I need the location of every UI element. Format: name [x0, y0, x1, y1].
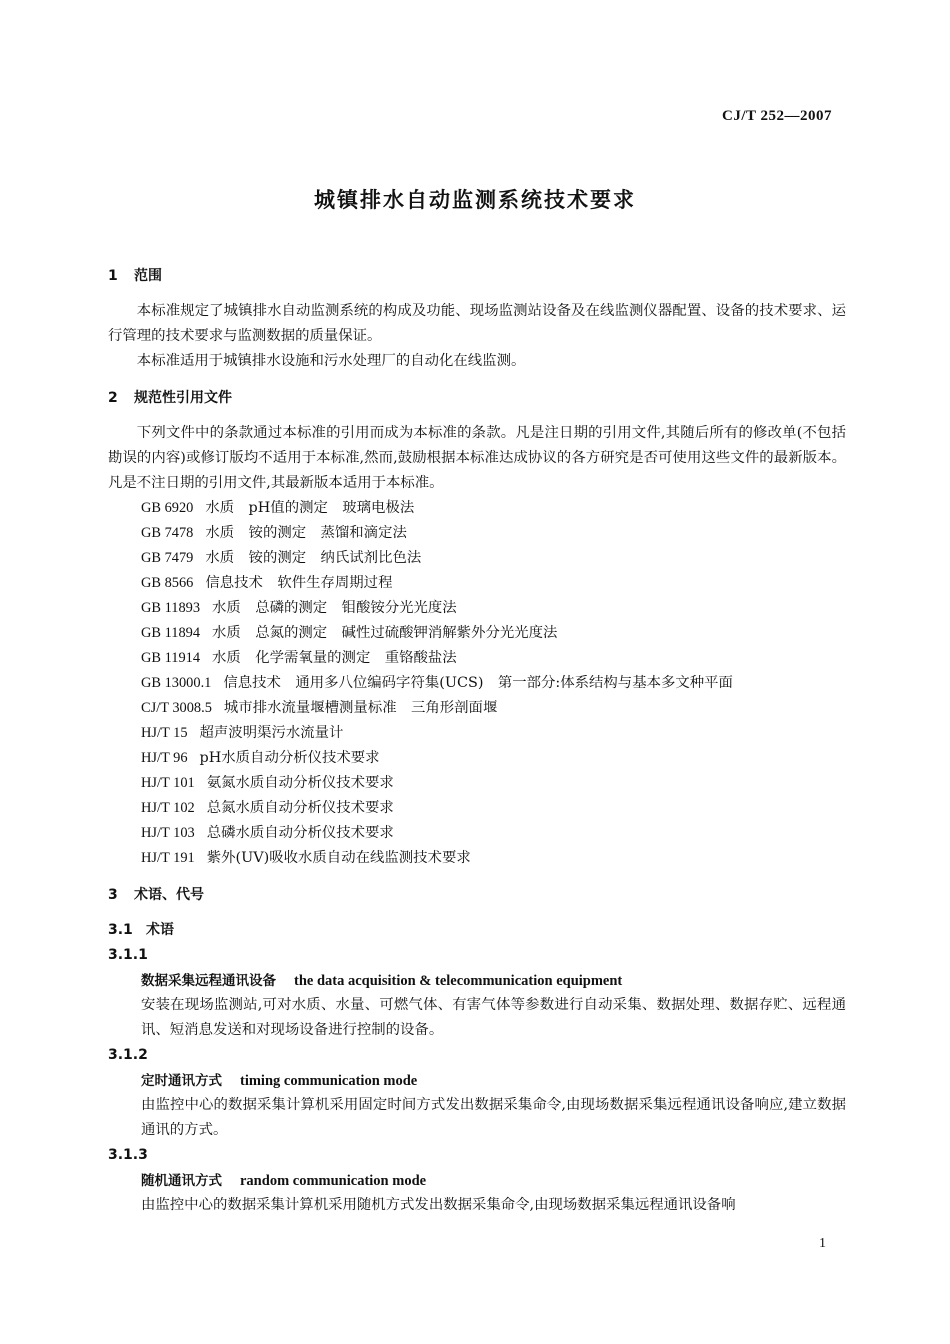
- reference-code: HJ/T 15: [141, 725, 188, 741]
- reference-code: GB 13000.1: [141, 675, 212, 691]
- reference-title: 水质 总氮的测定 碱性过硫酸钾消解紫外分光光度法: [212, 625, 558, 641]
- document-body: [108, 264, 846, 1218]
- reference-code: GB 6920: [141, 500, 194, 516]
- section-title: 范围: [134, 268, 162, 284]
- reference-title: 水质 铵的测定 纳氏试剂比色法: [205, 550, 422, 566]
- term-name-zh: 定时通讯方式: [141, 1073, 222, 1089]
- reference-code: HJ/T 101: [141, 775, 195, 791]
- reference-title: 水质 总磷的测定 钼酸铵分光光度法: [212, 600, 457, 616]
- term-name: [108, 1068, 846, 1093]
- reference-item: [108, 696, 846, 721]
- paragraph: 下列文件中的条款通过本标准的引用而成为本标准的条款。凡是注日期的引用文件,其随后所有的修改单(不包括勘误的内容)或修订版均不适用于本标准,然而,鼓励根据本标准达成协议的各方研究是否可使用这些文件的最新版本。凡是不注日期的引用文件,其最新版本适用于本标准。: [108, 425, 846, 491]
- page-number: 1: [819, 1236, 826, 1251]
- reference-code: GB 11914: [141, 650, 201, 666]
- term-number: 3.1.1: [108, 947, 148, 963]
- reference-title: 城市排水流量堰槽测量标准 三角形剖面堰: [223, 700, 498, 716]
- reference-item: [108, 621, 846, 646]
- reference-code: HJ/T 191: [141, 850, 195, 866]
- reference-item: [108, 496, 846, 521]
- reference-title: 氨氮水质自动分析仪技术要求: [206, 775, 394, 791]
- reference-code: GB 11894: [141, 625, 201, 641]
- reference-item: [108, 796, 846, 821]
- reference-code: HJ/T 103: [141, 825, 195, 841]
- reference-item: [108, 821, 846, 846]
- reference-item: [108, 546, 846, 571]
- reference-code: CJ/T 3008.5: [141, 700, 212, 716]
- document-title: 城镇排水自动监测系统技术要求: [314, 188, 636, 212]
- term-name-en: the data acquisition & telecommunication equipment: [294, 973, 623, 989]
- section-3-heading: [108, 883, 846, 908]
- term-name-en: random communication mode: [240, 1173, 427, 1189]
- reference-item: [108, 721, 846, 746]
- subsection-3-1-heading: [108, 918, 846, 943]
- term-definition: 安装在现场监测站,可对水质、水量、可燃气体、有害气体等参数进行自动采集、数据处理、数据存贮、远程通讯、短消息发送和对现场设备进行控制的设备。: [141, 997, 846, 1038]
- term-number: 3.1.2: [108, 1047, 148, 1063]
- reference-title: 水质 化学需氧量的测定 重铬酸盐法: [212, 650, 457, 666]
- reference-title: 水质 铵的测定 蒸馏和滴定法: [205, 525, 407, 541]
- term-definition: 由监控中心的数据采集计算机采用随机方式发出数据采集命令,由现场数据采集远程通讯设备响: [141, 1197, 736, 1213]
- section-number: 3: [108, 887, 118, 903]
- section-title: 术语、代号: [134, 887, 204, 903]
- reference-item: [108, 846, 846, 871]
- term-name-zh: 随机通讯方式: [141, 1173, 222, 1189]
- reference-title: 总磷水质自动分析仪技术要求: [206, 825, 394, 841]
- subsection-title: 术语: [146, 922, 174, 938]
- term-definition: 由监控中心的数据采集计算机采用固定时间方式发出数据采集命令,由现场数据采集远程通讯设备响应,建立数据通讯的方式。: [141, 1097, 846, 1138]
- standard-code: CJ/T 252—2007: [722, 108, 832, 124]
- reference-item: [108, 771, 846, 796]
- subsection-number: 3.1: [108, 922, 133, 938]
- section-1-heading: [108, 264, 846, 289]
- paragraph: 本标准适用于城镇排水设施和污水处理厂的自动化在线监测。: [136, 353, 526, 369]
- term-name-zh: 数据采集远程通讯设备: [141, 973, 276, 989]
- term-name-en: timing communication mode: [240, 1073, 418, 1089]
- reference-code: GB 7478: [141, 525, 194, 541]
- term-name: [108, 1168, 846, 1193]
- reference-item: [108, 746, 846, 771]
- term-number: 3.1.3: [108, 1147, 148, 1163]
- section-2-heading: [108, 386, 846, 411]
- term-name: [108, 968, 846, 993]
- reference-title: 水质 pH值的测定 玻璃电极法: [205, 500, 415, 516]
- reference-title: pH水质自动分析仪技术要求: [199, 750, 380, 766]
- reference-code: GB 11893: [141, 600, 201, 616]
- reference-title: 信息技术 软件生存周期过程: [205, 575, 393, 591]
- reference-title: 紫外(UV)吸收水质自动在线监测技术要求: [206, 850, 471, 866]
- section-number: 1: [108, 268, 118, 284]
- paragraph: 本标准规定了城镇排水自动监测系统的构成及功能、现场监测站设备及在线监测仪器配置、设备的技术要求、运行管理的技术要求与监测数据的质量保证。: [108, 303, 846, 344]
- reference-code: GB 7479: [141, 550, 194, 566]
- reference-code: HJ/T 96: [141, 750, 188, 766]
- reference-title: 超声波明渠污水流量计: [199, 725, 344, 741]
- reference-item: [108, 521, 846, 546]
- reference-item: [108, 571, 846, 596]
- reference-item: [108, 671, 846, 696]
- reference-code: GB 8566: [141, 575, 194, 591]
- reference-code: HJ/T 102: [141, 800, 195, 816]
- normative-references-list: [108, 496, 846, 871]
- reference-item: [108, 596, 846, 621]
- reference-item: [108, 646, 846, 671]
- section-title: 规范性引用文件: [134, 390, 232, 406]
- reference-title: 总氮水质自动分析仪技术要求: [206, 800, 394, 816]
- reference-title: 信息技术 通用多八位编码字符集(UCS) 第一部分:体系结构与基本多文种平面: [223, 675, 733, 691]
- section-number: 2: [108, 390, 118, 406]
